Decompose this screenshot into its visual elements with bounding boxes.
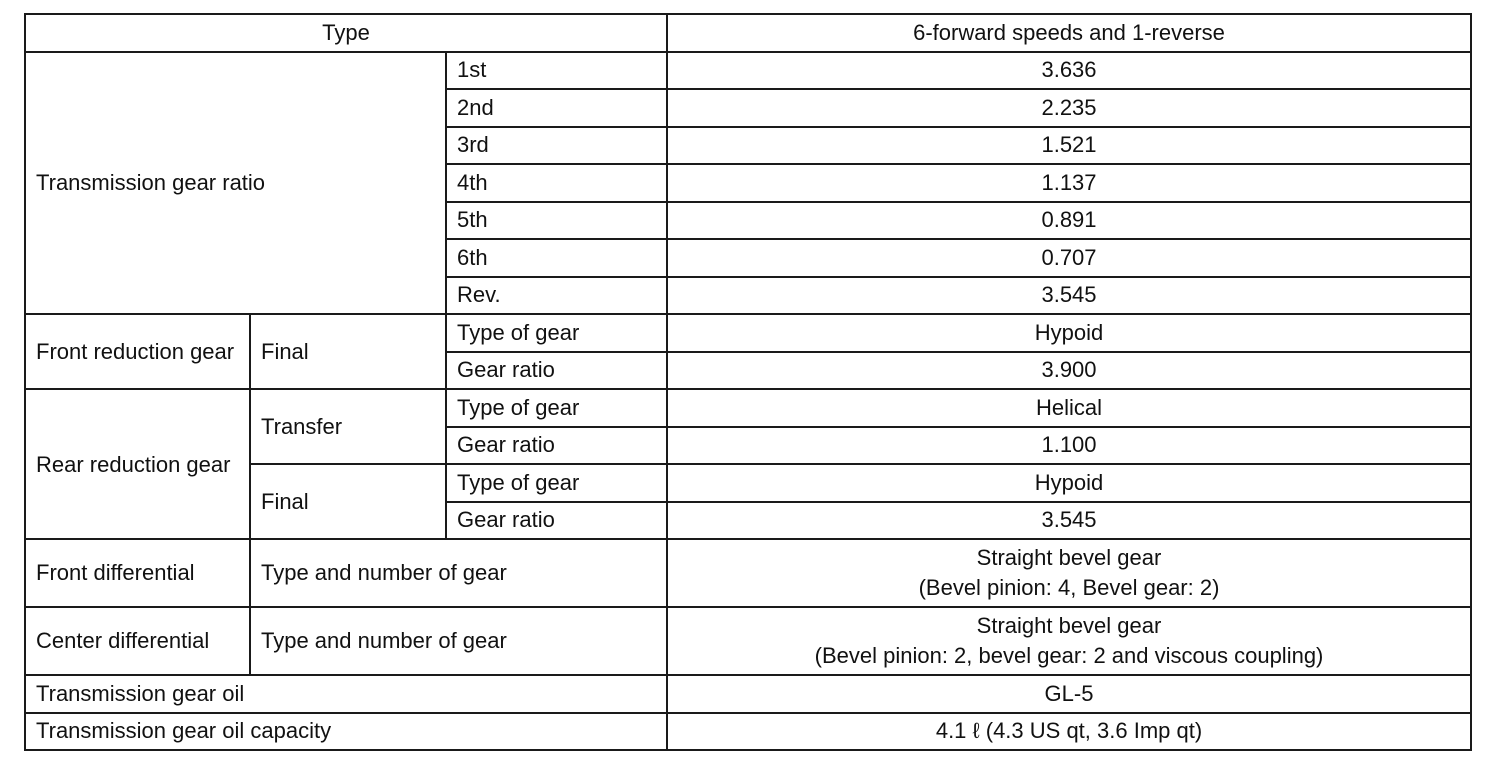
rear-transfer-stage: Transfer <box>250 389 446 464</box>
gear-ratio-label: Gear ratio <box>446 502 667 540</box>
front-reduction-gear-label: Front reduction gear <box>25 314 250 389</box>
type-of-gear-value: Hypoid <box>667 314 1471 352</box>
type-of-gear-label: Type of gear <box>446 314 667 352</box>
front-differential-value <box>667 539 1471 607</box>
gear-ratio-value: 1.100 <box>667 427 1471 465</box>
gear-name: Rev. <box>446 277 667 315</box>
front-differential-value-line2: (Bevel pinion: 4, Bevel gear: 2) <box>918 575 1220 600</box>
gear-name: 1st <box>446 52 667 90</box>
gear-ratio-value: 3.900 <box>667 352 1471 390</box>
gear-ratio-value: 3.545 <box>667 277 1471 315</box>
gear-name: 6th <box>446 239 667 277</box>
table-row <box>25 539 1471 607</box>
gear-name: 5th <box>446 202 667 240</box>
front-reduction-stage: Final <box>250 314 446 389</box>
table-row <box>25 314 1471 352</box>
center-differential-label: Center differential <box>25 607 250 675</box>
type-value: 6-forward speeds and 1-reverse <box>667 14 1471 52</box>
rear-final-stage: Final <box>250 464 446 539</box>
center-differential-value-line1: Straight bevel gear <box>976 613 1162 638</box>
type-of-gear-value: Helical <box>667 389 1471 427</box>
gear-ratio-value: 3.636 <box>667 52 1471 90</box>
gear-name: 2nd <box>446 89 667 127</box>
gear-name: 3rd <box>446 127 667 165</box>
specifications-table <box>24 13 1472 751</box>
transmission-gear-oil-value: GL-5 <box>667 675 1471 713</box>
table-row <box>25 713 1471 751</box>
front-differential-sub-label: Type and number of gear <box>250 539 667 607</box>
table-row <box>25 52 1471 90</box>
gear-ratio-value: 0.707 <box>667 239 1471 277</box>
gear-ratio-value: 3.545 <box>667 502 1471 540</box>
gear-ratio-value: 1.521 <box>667 127 1471 165</box>
center-differential-sub-label: Type and number of gear <box>250 607 667 675</box>
gear-name: 4th <box>446 164 667 202</box>
center-differential-value-line2: (Bevel pinion: 2, bevel gear: 2 and viscous coupling) <box>814 643 1324 668</box>
transmission-gear-ratio-label: Transmission gear ratio <box>25 52 446 315</box>
gear-ratio-value: 1.137 <box>667 164 1471 202</box>
transmission-gear-oil-capacity-value: 4.1 ℓ (4.3 US qt, 3.6 Imp qt) <box>667 713 1471 751</box>
gear-ratio-label: Gear ratio <box>446 427 667 465</box>
front-differential-label: Front differential <box>25 539 250 607</box>
type-row <box>25 14 1471 52</box>
rear-reduction-gear-label: Rear reduction gear <box>25 389 250 539</box>
table-row <box>25 389 1471 427</box>
gear-ratio-value: 2.235 <box>667 89 1471 127</box>
transmission-gear-oil-label: Transmission gear oil <box>25 675 667 713</box>
type-of-gear-value: Hypoid <box>667 464 1471 502</box>
transmission-gear-oil-capacity-label: Transmission gear oil capacity <box>25 713 667 751</box>
type-label: Type <box>25 14 667 52</box>
type-of-gear-label: Type of gear <box>446 389 667 427</box>
table-row <box>25 607 1471 675</box>
gear-ratio-value: 0.891 <box>667 202 1471 240</box>
center-differential-value <box>667 607 1471 675</box>
type-of-gear-label: Type of gear <box>446 464 667 502</box>
front-differential-value-line1: Straight bevel gear <box>976 545 1162 570</box>
gear-ratio-label: Gear ratio <box>446 352 667 390</box>
table-row <box>25 675 1471 713</box>
